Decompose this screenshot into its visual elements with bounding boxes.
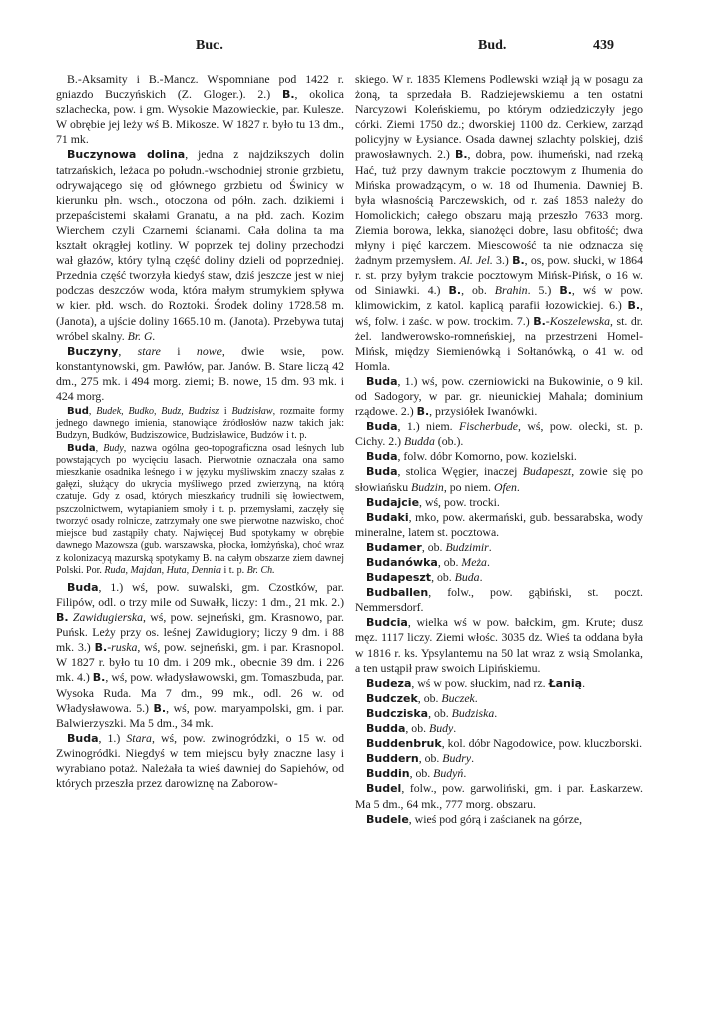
entry-headword: Buddern	[366, 752, 419, 766]
entry-text: , rozmaite formy jednego dawnego imienia, stanowiące źródłosłów nazw takich jak: Budzyn, Budków, Budziszowice, Budzisławice, Budzów i t. p.	[56, 406, 345, 442]
entry-headword: Budel	[366, 782, 402, 796]
dictionary-entry	[56, 72, 344, 147]
entry-text: , folw. dóbr Komorno, pow. kozielski.	[397, 449, 577, 464]
entry-text: ,	[95, 442, 104, 454]
entry-text: , wś, pow. maryampolski, gm. i par. Balwierzyszki. Ma 5 dm., 34 mk.	[56, 700, 344, 730]
entry-text: , po niem.	[443, 479, 494, 494]
dictionary-entry	[56, 731, 344, 791]
entry-text: .	[494, 705, 498, 720]
entry-text: , folw., pow. garwoliński, gm. i par. Łaskarzew. Ma 5 dm., 64 mk., 777 morg. obszaru.	[355, 781, 643, 811]
entry-text: , wś, folw. i zaśc. w pow. trockim. 7.)	[355, 298, 643, 328]
entry-text: , wieś pod górą i zaścianek na górze,	[408, 811, 583, 826]
entry-text: i t. p.	[221, 564, 247, 576]
dictionary-entry	[355, 72, 643, 374]
entry-text: , dwie wsie, pow. konstantynowski, gm. Pawłów, par. Janów. B. Stare liczą 42 dm., 275 mk. i 494 morg. ziemi; B. nowe, 15 dm. 93 mk. i 424 morg.	[56, 343, 344, 403]
entry-headword: B.	[454, 148, 468, 162]
italic-text: Budziska	[451, 705, 495, 720]
entry-headword: Buda	[67, 442, 96, 454]
italic-text: ruska	[111, 640, 138, 655]
left-column	[56, 72, 344, 791]
entry-headword: Budcziska	[366, 706, 429, 720]
entry-text: .	[463, 766, 467, 781]
entry-headword: Buda	[67, 580, 99, 594]
italic-text: Br. G.	[127, 328, 156, 343]
entry-text: , dobra, pow. ihumeński, nad rzeką Hać, tuż przy dawnym trakcie pocztowym z Ihumenia do Mińska prowadzącym, o w. 18 od Ihumenia. Dawniej B. była własnością Parczewskich, od r. zaś 1853 należy do Homolickich; całego obszaru mają przeszło 7633 morg. Ziemia borowa, lekka, sianożęci dobre, lasu obfitość; dwa młyny i pięć karczem. Miescowość ta nie odznacza się żadnym przemysłem.	[355, 147, 643, 268]
entry-text: .	[471, 751, 475, 766]
entry-headword: B.	[153, 701, 167, 715]
entry-text: , ob.	[421, 539, 446, 554]
dictionary-entry	[355, 751, 643, 766]
dictionary-entry	[355, 374, 643, 419]
italic-text: Brahin	[494, 283, 528, 298]
entry-text: , os, pow. słucki, w 1864 r. st. przy byłym trakcie pocztowym Mińsk-Pińsk, o 16 w. od Siniawki. 4.)	[355, 253, 643, 298]
entry-text: , folw., pow. gąbiński, st. poczt. Nemmersdorf.	[355, 585, 643, 615]
entry-text: , ob.	[417, 690, 442, 705]
dictionary-entry	[355, 812, 643, 827]
entry-text: , ob.	[431, 570, 455, 585]
entry-text: i	[219, 406, 232, 418]
entry-text: , wś, pow. sejneński, gm. i par. Krasnopol. W 1827 r. było tu 10 dm. i 209 mk., obecnie 39 dm. i 226 mk. 4.)	[56, 640, 344, 685]
entry-text: , ob.	[409, 766, 434, 781]
entry-headword: B.	[416, 405, 430, 419]
running-head-center: Bud.	[478, 38, 507, 53]
italic-text: Stara	[126, 730, 152, 745]
italic-text: Budry	[442, 751, 472, 766]
italic-text: Budy	[428, 721, 454, 736]
entry-text: , ob.	[418, 751, 443, 766]
entry-headword: B.	[92, 671, 106, 685]
entry-text: , 1.) wś, pow. suwalski, gm. Czostków, par. Filipów, odl. o trzy mile od Suwałk, liczy: 1 dm., 21 mk. 2.)	[56, 579, 344, 609]
entry-text: ,	[88, 406, 97, 418]
running-head-left: Buc.	[196, 38, 223, 53]
entry-text: , ob.	[437, 555, 462, 569]
entry-headword: Buda	[67, 731, 99, 745]
entry-text: i	[160, 343, 197, 358]
dictionary-entry	[355, 706, 643, 721]
dictionary-entry	[56, 443, 344, 577]
entry-text: , ob.	[405, 721, 429, 736]
entry-text: , przysiółek Iwanówki.	[429, 404, 538, 419]
entry-text: , wś, pow. trocki.	[419, 494, 500, 509]
entry-text: -	[107, 640, 112, 655]
italic-text: Zawidugierska	[72, 610, 144, 625]
dictionary-entry	[56, 344, 344, 404]
italic-text: Budapeszt	[522, 464, 572, 479]
entry-text: .	[453, 721, 457, 736]
dictionary-entry	[355, 721, 643, 736]
entry-headword: Buddenbruk	[366, 737, 442, 751]
italic-text: Budek, Budko, Budz, Budzisz	[96, 406, 220, 418]
entry-text: .	[486, 555, 490, 569]
entry-text: , okolica szlachecka, pow. i gm. Wysokie Mazowieckie, par. Kulesze. W obrębie jej leży wś B. Mikosze. W 1827 r. było tu 13 dm., 71 mk.	[56, 87, 344, 147]
dictionary-entry	[355, 585, 643, 615]
dictionary-entry	[355, 691, 643, 706]
entry-headword: Budajcie	[366, 495, 420, 509]
entry-text: , ob.	[428, 705, 452, 720]
entry-headword: Budele	[366, 812, 409, 826]
entry-headword: Budda	[366, 722, 406, 736]
entry-headword: Buda	[366, 450, 398, 464]
entry-text: , ob.	[461, 283, 495, 298]
italic-text: Br. Ch.	[246, 564, 275, 576]
entry-headword: Łanią	[548, 676, 583, 690]
italic-text: Meża	[461, 555, 487, 569]
dictionary-entry	[355, 570, 643, 585]
dictionary-entry	[56, 406, 344, 443]
dictionary-entry	[355, 510, 643, 540]
entry-text: , st. dr. żel. landwerowsko-romneńskiej, na przestrzeni Homel-Mińsk, między Siemienówką i Sołtanówką, o 41 w. od Homla.	[355, 313, 643, 373]
entry-text: , jedna z najdzikszych dolin tatrzańskich, leżaca po połudn.-wschodniej stronie grzbietu, odrywającego się od głównego grzbietu od Świnicy w kierunku płn. wsch., otoczona od półn. zach. dzikiemi i przepaścistemi skałami Granatu, a na płd. zach. Kozim Wierchem czyli Czarnemi ścianami. Cała dolina ta ma kształt okrągłej kotliny. W poprzek tej doliny przechodzi wał głazów, który tylną część doliny dzieli od poprzedniej. Przednia część tworzyła kiedyś staw, dziś jeszcze jest w niej podczas deszczów woda, która małym strumykiem spływa w kier. płd. wsch. do Roztoki. Środek doliny 1728.58 m. (Janota), a ujście doliny 1665.10 m. (Janota). Przebywa tutaj wróbel skalny.	[56, 147, 344, 343]
italic-text: Budda	[404, 434, 435, 449]
italic-text: Buczek	[441, 690, 475, 705]
dictionary-entry	[56, 147, 344, 343]
entry-headword: B.	[533, 314, 546, 328]
entry-text: , wś, pow. olecki, st. p. Cichy. 2.)	[355, 419, 643, 449]
entry-text: , 1.) niem.	[397, 419, 460, 434]
dictionary-entry	[355, 781, 643, 811]
entry-headword: Buda	[366, 465, 398, 479]
entry-text: .	[479, 570, 483, 585]
entry-text: , wś w pow. klimowickim, z katol. kaplicą parafii łozowickiej. 6.)	[355, 283, 644, 313]
entry-headword: Budamer	[366, 540, 422, 554]
italic-text: stare	[137, 343, 161, 358]
italic-text: Fischerbude	[459, 419, 518, 434]
entry-headword: Budaki	[366, 510, 409, 524]
entry-headword: Buddin	[366, 767, 410, 781]
entry-text: , 1.) wś, pow. czerniowicki na Bukowinie, o 9 kil. od Sadogory, w par. gr. nieunickiej Mahala; dominium rządowe. 2.)	[355, 373, 643, 419]
italic-text: Budzimir	[445, 539, 489, 554]
entry-headword: Buda	[366, 374, 398, 388]
entry-headword: B.	[627, 299, 641, 313]
entry-headword: B.	[56, 611, 69, 625]
entry-text: , wś, pow. sejneński, gm. Krasnowo, par. Puńsk. Leży przy os. leśnej Zawidugiory; liczy 9 dm. i 88 mk. 3.)	[56, 610, 345, 655]
italic-text: Koszelewska	[549, 313, 611, 328]
italic-text: Al. Jel.	[459, 253, 493, 268]
entry-text: , 1.)	[98, 730, 127, 745]
entry-text: , wś, pow. zwinogródzki, o 15 w. od Zwinogródki. Niegdyś w tem miejscu były znaczne lasy i wyrabiano potaż. Należała ta wieś dawniej do Sapiehów, od których przeszła przez darowiznę na Zaborow-	[56, 730, 344, 791]
entry-text: , kol. dóbr Nagodowice, pow. kluczborski.	[441, 736, 643, 751]
italic-text: nowe	[196, 343, 222, 358]
dictionary-entry	[355, 615, 643, 675]
entry-headword: B.	[94, 641, 108, 655]
entry-headword: B.	[281, 88, 295, 102]
entry-text: .	[474, 690, 478, 705]
entry-text: , wś, pow. władysławowski, gm. Tomaszbuda, par. Wysoka Ruda. Ma 7 dm., 99 mk., odl. 26 w. od Władysławowa. 5.)	[56, 670, 344, 715]
entry-headword: Budballen	[366, 586, 429, 600]
entry-text: , nazwa ogólna geo-topograficzna osad leśnych lub powstających po wycięciu lasach. Pierwotnie oznaczała ona samo mieszkanie osadnika leśnego i w języku myśliwskim znaczy szałas z gałęzi, służący do ukrycia myśliwego przed zwierzyną, na którą czatuje. Gdy z osad, których mieszkańcy trudnili się łowiectwem, pszczolnictwem, wytapianiem smoły i t. p. przemysłami, zaczęły się tworzyć osady rolnicze, zatrzymały one swe pierwotne nazwisko, choć miejsce bud zastąpiły chaty. Najwięcej Bud spotykamy w obrębie dawnego Mazowsza (gub. warszawska, płocka, łomżyńska), choć wraz z kolonizacyą mazurską spotykamy B. na całym obszarze ziem dawnej Polski. Por.	[56, 442, 344, 576]
entry-text: , stolica Węgier, inaczej	[397, 464, 523, 479]
dictionary-entry	[355, 676, 643, 691]
dictionary-entry	[355, 495, 643, 510]
entry-headword: Budanówka	[366, 556, 438, 569]
right-column	[355, 72, 643, 827]
entry-text: ,	[118, 343, 138, 358]
entry-text: , zowie się po słowiańsku	[355, 464, 643, 494]
italic-text: Budy	[103, 442, 124, 454]
italic-text: Buda	[454, 570, 480, 585]
dictionary-entry	[355, 464, 643, 494]
dictionary-entry	[355, 449, 643, 464]
entry-headword: Buda	[366, 420, 398, 434]
entry-text: , wś w pow. słuckim, nad rz.	[411, 675, 549, 690]
dictionary-entry	[355, 419, 643, 449]
entry-headword: Budeza	[366, 676, 412, 690]
entry-text: B.-Aksamity i B.-Mancz. Wspomniane pod 1422 r. gniazdo Buczyńskich (Z. Gloger.). 2.)	[56, 72, 344, 102]
dictionary-entry	[355, 540, 643, 555]
entry-text: skiego. W r. 1835 Klemens Podlewski wziął ją w posagu za żoną, ta sprzedała B. Radziejewskiemu a ten ostatni Narcyzowi Koleńskiemu, po którym odziedziczyły jego córki. Ziemi 1750 dz.; dworskiej 1100 dz. Cerkiew, zarząd policyjny w Łysiance. Osada dawnej szlachty polskiej, dziś prawosławnych. 2.)	[355, 72, 643, 162]
italic-text: Ofen	[493, 479, 517, 494]
entry-headword: Budcia	[366, 616, 408, 630]
italic-text: Budyń	[433, 766, 464, 781]
dictionary-entry	[355, 555, 643, 570]
dictionary-entry	[355, 766, 643, 781]
entry-text: -	[545, 313, 550, 328]
dictionary-entry	[355, 736, 643, 751]
page-number: 439	[593, 38, 614, 53]
entry-headword: Budapeszt	[366, 571, 432, 585]
entry-text: 3.)	[492, 253, 513, 268]
entry-headword: Budczek	[366, 691, 418, 705]
entry-text: .	[516, 479, 520, 494]
entry-text: , mko, pow. akermański, gub. bessarabska, wody mineralne, latem st. pocztowa.	[355, 509, 643, 539]
entry-headword: Buczynowa dolina	[67, 148, 186, 162]
italic-text: Budzin	[411, 479, 444, 494]
entry-headword: B.	[448, 284, 462, 298]
entry-text: (ob.).	[434, 434, 464, 449]
entry-headword: Bud	[67, 406, 89, 418]
entry-text: .	[488, 539, 492, 554]
entry-text: . 5.)	[527, 283, 560, 298]
dictionary-entry	[56, 580, 344, 731]
entry-headword: B.	[559, 284, 572, 298]
entry-headword: B.	[512, 254, 525, 268]
italic-text: Ruda, Majdan, Huta, Dennia	[104, 564, 222, 576]
entry-headword: Buczyny	[67, 344, 119, 358]
italic-text: Budzisław	[231, 406, 273, 418]
entry-text: .	[582, 675, 586, 690]
entry-text: , wielka wś w pow. bałckim, gm. Krute; dusz męz. 1117 liczy. Ziemi włośc. 3035 dz. Wieś ta oddana była w 1816 r. ks. Ypsylantemu na 50 lat wraz z wsią Smolanka, a ten ustąpił praw swoich Lipińskiemu.	[355, 615, 643, 675]
